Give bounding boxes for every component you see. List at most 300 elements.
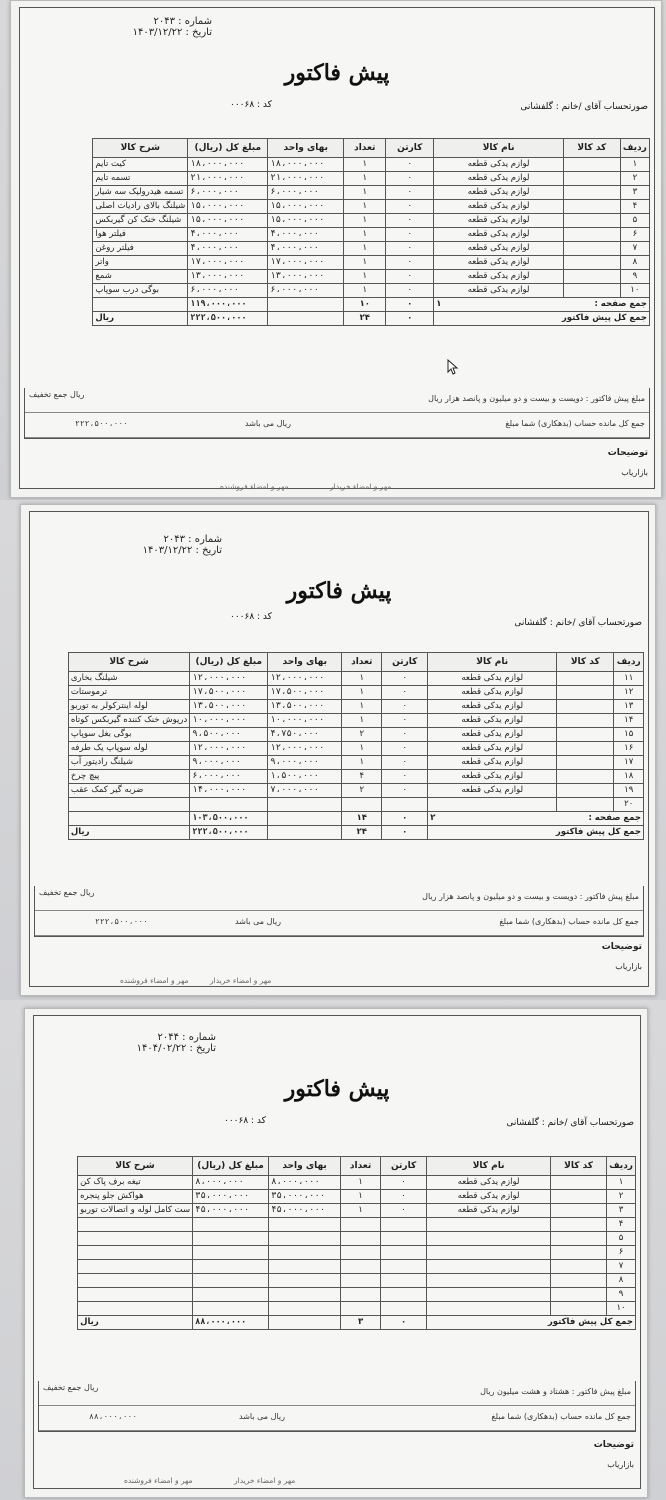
- item-unit-price: [269, 1288, 341, 1302]
- item-qty: [341, 1246, 381, 1260]
- table-row: [68, 728, 643, 742]
- invoice-sheet-2: [20, 504, 656, 996]
- item-qty: [341, 1288, 381, 1302]
- item-code: [557, 742, 614, 756]
- items-table: [77, 1156, 636, 1330]
- item-name: لوازم یدکی قطعه: [434, 200, 564, 214]
- item-unit-price: ۱۸،۰۰۰،۰۰۰: [268, 158, 344, 172]
- row-number: ۱۶: [614, 742, 644, 756]
- table-row: [78, 1232, 636, 1246]
- item-total: ۱۳،۵۰۰،۰۰۰: [190, 700, 268, 714]
- table-row: [93, 186, 650, 200]
- table-row: [93, 256, 650, 270]
- row-number: ۷: [607, 1260, 636, 1274]
- item-name: [428, 798, 557, 812]
- item-total: ۱۲،۰۰۰،۰۰۰: [190, 742, 268, 756]
- page-sum-total: ۱۰۳،۵۰۰،۰۰۰: [190, 812, 268, 826]
- item-total: ۱۰،۰۰۰،۰۰۰: [190, 714, 268, 728]
- row-number: ۴: [607, 1218, 636, 1232]
- col-header-row-no: ردیف: [620, 139, 649, 158]
- col-header-total: مبلغ کل (ریال): [190, 653, 268, 672]
- item-code: [563, 214, 620, 228]
- item-total: ۱۷،۵۰۰،۰۰۰: [190, 686, 268, 700]
- invoice-number-label: شماره :: [178, 16, 212, 27]
- item-carton: [381, 1260, 427, 1274]
- table-row: [78, 1274, 636, 1288]
- col-header-row-no: ردیف: [607, 1157, 636, 1176]
- item-qty: ۱: [341, 1176, 381, 1190]
- notes: [608, 448, 648, 477]
- table-row: [78, 1218, 636, 1232]
- invoice-title: پیش فاکتور: [284, 60, 390, 86]
- item-qty: ۲: [342, 728, 382, 742]
- item-total: [190, 798, 268, 812]
- invoice-photo-2: [0, 500, 666, 1000]
- item-description: هواکش جلو پنجره: [78, 1190, 193, 1204]
- page-sum-label: جمع صفحه :: [594, 299, 647, 309]
- row-number: ۹: [620, 270, 649, 284]
- grand-total-amount: ۸۸،۰۰۰،۰۰۰: [193, 1316, 269, 1330]
- page-sum-total: ۱۱۹،۰۰۰،۰۰۰: [188, 298, 268, 312]
- col-header-item-name: نام کالا: [427, 1157, 551, 1176]
- row-number: ۸: [620, 256, 649, 270]
- col-header-total: مبلغ کل (ریال): [193, 1157, 269, 1176]
- balance-label: جمع کل مانده حساب (بدهکاری) شما مبلغ: [505, 419, 645, 428]
- row-number: ۵: [620, 214, 649, 228]
- item-code: [557, 770, 614, 784]
- item-carton: ۰: [382, 742, 428, 756]
- item-code: [551, 1246, 607, 1260]
- item-unit-price: [269, 1218, 341, 1232]
- item-description: شیلنگ رادیتور آب: [68, 756, 189, 770]
- amount-section: [34, 886, 644, 937]
- item-total: [193, 1260, 269, 1274]
- item-code: [563, 270, 620, 284]
- item-qty: ۱: [344, 270, 386, 284]
- item-total: ۶،۰۰۰،۰۰۰: [188, 186, 268, 200]
- item-name: لوازم یدکی قطعه: [428, 672, 557, 686]
- item-total: [193, 1246, 269, 1260]
- item-code: [551, 1190, 607, 1204]
- amount-in-words: مبلغ پیش فاکتور : دویست و بیست و دو میلیون و پانصد هزار ریال: [428, 394, 645, 403]
- col-header-unit-price: بهای واحد: [268, 139, 344, 158]
- customer-code: کد : ۰۰۰۶۸: [230, 612, 272, 622]
- table-row: [78, 1288, 636, 1302]
- item-total: ۴۵،۰۰۰،۰۰۰: [193, 1204, 269, 1218]
- item-qty: ۱: [344, 242, 386, 256]
- buyer-signature-label: مهر و امضاء خریدار: [330, 482, 392, 491]
- item-total: [193, 1218, 269, 1232]
- row-number: ۱۰: [620, 284, 649, 298]
- item-total: [193, 1288, 269, 1302]
- table-row: [78, 1176, 636, 1190]
- item-unit-price: ۳۵،۰۰۰،۰۰۰: [269, 1190, 341, 1204]
- marketer-label: بازاریاب: [621, 468, 648, 477]
- notes: [602, 942, 642, 971]
- table-row: [78, 1260, 636, 1274]
- table-row: [78, 1190, 636, 1204]
- table-row: [93, 172, 650, 186]
- items-body: [68, 672, 643, 812]
- table-header-row: [78, 1157, 636, 1176]
- item-unit-price: ۱۵،۰۰۰،۰۰۰: [268, 200, 344, 214]
- item-total: ۱۵،۰۰۰،۰۰۰: [188, 200, 268, 214]
- item-carton: ۰: [386, 242, 434, 256]
- item-unit-price: ۷،۰۰۰،۰۰۰: [268, 784, 342, 798]
- col-header-item-name: نام کالا: [428, 653, 557, 672]
- item-description: [78, 1218, 193, 1232]
- col-header-item-code: کد کالا: [563, 139, 620, 158]
- table-row: [68, 742, 643, 756]
- page-sum-label: جمع صفحه :: [588, 813, 641, 823]
- col-header-item-name: نام کالا: [434, 139, 564, 158]
- page-sum-row: جمع صفحه : ۱ ۰ ۱۰ ۱۱۹،۰۰۰،۰۰۰: [93, 298, 650, 312]
- item-carton: [381, 1232, 427, 1246]
- item-code: [551, 1232, 607, 1246]
- item-code: [563, 186, 620, 200]
- grand-total-qty: ۲۴: [342, 826, 382, 840]
- item-carton: ۰: [382, 770, 428, 784]
- item-name: لوازم یدکی قطعه: [434, 158, 564, 172]
- notes-label: توضیحات: [593, 1440, 634, 1450]
- item-description: [78, 1232, 193, 1246]
- col-header-item-code: کد کالا: [551, 1157, 607, 1176]
- item-unit-price: ۶،۰۰۰،۰۰۰: [268, 186, 344, 200]
- item-carton: ۰: [386, 214, 434, 228]
- row-number: ۲: [607, 1190, 636, 1204]
- invoice-number: ۲۰۴۳: [153, 16, 175, 27]
- item-qty: ۱: [341, 1204, 381, 1218]
- row-number: ۶: [607, 1246, 636, 1260]
- buyer-signature-label: مهر و امضاء خریدار: [234, 1476, 296, 1485]
- item-description: پیچ چرخ: [68, 770, 189, 784]
- item-qty: ۱: [344, 200, 386, 214]
- item-qty: ۱: [342, 700, 382, 714]
- col-header-qty: تعداد: [342, 653, 382, 672]
- row-number: ۱: [607, 1176, 636, 1190]
- item-name: لوازم یدکی قطعه: [427, 1190, 551, 1204]
- col-header-total: مبلغ کل (ریال): [188, 139, 268, 158]
- invoice-photo-3: [0, 1000, 666, 1500]
- table-row: [68, 672, 643, 686]
- customer-code: کد : ۰۰۰۶۸: [224, 1116, 266, 1126]
- items-body: [93, 158, 650, 298]
- table-row: [78, 1302, 636, 1316]
- balance-label: جمع کل مانده حساب (بدهکاری) شما مبلغ: [499, 917, 639, 926]
- marketer-label: بازاریاب: [607, 1460, 634, 1469]
- table-row: [93, 158, 650, 172]
- col-header-carton: کارتن: [382, 653, 428, 672]
- invoice-photo-1: [0, 0, 666, 500]
- item-name: [427, 1274, 551, 1288]
- item-description: ترموستات: [68, 686, 189, 700]
- page-sum-row: جمع صفحه : ۲ ۰ ۱۴ ۱۰۳،۵۰۰،۰۰۰: [68, 812, 643, 826]
- item-carton: ۰: [382, 672, 428, 686]
- item-code: [557, 756, 614, 770]
- balance-label: جمع کل مانده حساب (بدهکاری) شما مبلغ: [491, 1412, 631, 1421]
- row-number: ۱۵: [614, 728, 644, 742]
- item-description: درپوش خنک کننده گیربکس کوتاه: [68, 714, 189, 728]
- item-name: [427, 1288, 551, 1302]
- item-qty: ۴: [342, 770, 382, 784]
- item-qty: ۱: [344, 158, 386, 172]
- item-carton: [381, 1302, 427, 1316]
- item-description: لوله اینترکولر به توربو: [68, 700, 189, 714]
- item-qty: [342, 798, 382, 812]
- seller-signature-label: مهر و امضاء فروشنده: [124, 1476, 193, 1485]
- mouse-cursor-icon: [447, 359, 459, 375]
- page-sum-qty: ۱۴: [342, 812, 382, 826]
- item-name: لوازم یدکی قطعه: [434, 256, 564, 270]
- item-name: لوازم یدکی قطعه: [434, 284, 564, 298]
- amount-in-words: مبلغ پیش فاکتور : دویست و بیست و دو میلیون و پانصد هزار ریال: [422, 892, 639, 901]
- notes-label: توضیحات: [607, 448, 648, 458]
- item-qty: [341, 1302, 381, 1316]
- item-qty: ۱: [341, 1190, 381, 1204]
- item-name: [427, 1246, 551, 1260]
- item-carton: ۰: [386, 256, 434, 270]
- table-row: [93, 228, 650, 242]
- discount-label: ریال جمع تخفیف: [39, 888, 95, 897]
- item-carton: ۰: [381, 1204, 427, 1218]
- item-carton: ۰: [381, 1190, 427, 1204]
- item-name: لوازم یدکی قطعه: [427, 1176, 551, 1190]
- item-total: ۱۳،۰۰۰،۰۰۰: [188, 270, 268, 284]
- item-unit-price: ۱۲،۰۰۰،۰۰۰: [268, 672, 342, 686]
- item-description: شیلنگ بالای رادیات اصلی: [93, 200, 188, 214]
- item-carton: ۰: [386, 158, 434, 172]
- row-number: ۱۱: [614, 672, 644, 686]
- seller-signature-label: مهر و امضاء فروشنده: [120, 976, 189, 985]
- item-qty: ۲: [342, 784, 382, 798]
- item-description: شمع: [93, 270, 188, 284]
- item-code: [563, 200, 620, 214]
- row-number: ۶: [620, 228, 649, 242]
- item-code: [551, 1204, 607, 1218]
- item-carton: ۰: [382, 714, 428, 728]
- item-name: لوازم یدکی قطعه: [434, 172, 564, 186]
- item-description: [78, 1274, 193, 1288]
- table-header-row: [93, 139, 650, 158]
- item-qty: [341, 1232, 381, 1246]
- rial-unit: ریال: [78, 1316, 193, 1330]
- item-carton: [381, 1218, 427, 1232]
- item-unit-price: ۱۷،۵۰۰،۰۰۰: [268, 686, 342, 700]
- row-number: ۱۸: [614, 770, 644, 784]
- item-total: ۱۴،۰۰۰،۰۰۰: [190, 784, 268, 798]
- item-name: لوازم یدکی قطعه: [434, 228, 564, 242]
- item-qty: ۱: [344, 228, 386, 242]
- item-code: [563, 242, 620, 256]
- item-unit-price: ۸،۰۰۰،۰۰۰: [269, 1176, 341, 1190]
- item-carton: ۰: [386, 186, 434, 200]
- row-number: ۱۰: [607, 1302, 636, 1316]
- balance-suffix: ریال می باشد: [245, 419, 291, 428]
- item-name: لوازم یدکی قطعه: [428, 770, 557, 784]
- item-total: ۱۷،۰۰۰،۰۰۰: [188, 256, 268, 270]
- item-qty: ۱: [342, 714, 382, 728]
- item-description: تیغه برف پاک کن: [78, 1176, 193, 1190]
- item-code: [563, 172, 620, 186]
- item-name: [427, 1260, 551, 1274]
- item-unit-price: ۴۵،۰۰۰،۰۰۰: [269, 1204, 341, 1218]
- invoice-sheet-1: [10, 0, 662, 498]
- invoice-number-label: شماره :: [188, 534, 222, 545]
- item-unit-price: ۱۲،۰۰۰،۰۰۰: [268, 742, 342, 756]
- item-unit-price: ۱۷،۰۰۰،۰۰۰: [268, 256, 344, 270]
- col-header-item-code: کد کالا: [557, 653, 614, 672]
- row-number: ۲: [620, 172, 649, 186]
- item-code: [557, 672, 614, 686]
- customer-name: صورتحساب آقای /خانم : گلفشانی: [514, 618, 642, 628]
- item-total: ۸،۰۰۰،۰۰۰: [193, 1176, 269, 1190]
- item-total: ۶،۰۰۰،۰۰۰: [188, 284, 268, 298]
- row-number: ۵: [607, 1232, 636, 1246]
- row-number: ۱۲: [614, 686, 644, 700]
- item-code: [557, 784, 614, 798]
- item-total: ۳۵،۰۰۰،۰۰۰: [193, 1190, 269, 1204]
- item-qty: ۱: [344, 186, 386, 200]
- row-number: ۱۴: [614, 714, 644, 728]
- item-qty: ۱: [342, 686, 382, 700]
- item-total: ۱۸،۰۰۰،۰۰۰: [188, 158, 268, 172]
- table-row: [68, 784, 643, 798]
- item-unit-price: ۱۳،۵۰۰،۰۰۰: [268, 700, 342, 714]
- items-table: [92, 138, 650, 326]
- table-row: [68, 756, 643, 770]
- item-name: لوازم یدکی قطعه: [428, 784, 557, 798]
- item-total: [193, 1232, 269, 1246]
- invoice-date: ۱۴۰۴/۰۲/۲۲: [136, 1043, 187, 1054]
- item-description: [78, 1288, 193, 1302]
- col-header-row-no: ردیف: [614, 653, 644, 672]
- invoice-date-label: تاریخ :: [185, 27, 212, 38]
- item-carton: ۰: [382, 686, 428, 700]
- grand-total-amount: ۲۲۲،۵۰۰،۰۰۰: [188, 312, 268, 326]
- item-name: [427, 1302, 551, 1316]
- item-unit-price: ۴،۰۰۰،۰۰۰: [268, 228, 344, 242]
- row-number: ۸: [607, 1274, 636, 1288]
- item-code: [563, 284, 620, 298]
- item-name: لوازم یدکی قطعه: [428, 756, 557, 770]
- item-code: [563, 158, 620, 172]
- item-description: فیلتر روغن: [93, 242, 188, 256]
- item-description: بوگی درب سوپاپ: [93, 284, 188, 298]
- row-number: ۱۹: [614, 784, 644, 798]
- table-row: [93, 284, 650, 298]
- discount-label: ریال جمع تخفیف: [29, 390, 85, 399]
- row-number: ۱۷: [614, 756, 644, 770]
- item-unit-price: [269, 1260, 341, 1274]
- balance-amount: ۲۲۲،۵۰۰،۰۰۰: [75, 419, 128, 428]
- page-sum-qty: ۱۰: [344, 298, 386, 312]
- item-name: لوازم یدکی قطعه: [428, 728, 557, 742]
- grand-total-qty: ۳: [341, 1316, 381, 1330]
- grand-total-qty: ۲۴: [344, 312, 386, 326]
- invoice-sheet-3: [24, 1008, 648, 1498]
- item-qty: [341, 1274, 381, 1288]
- item-name: [427, 1232, 551, 1246]
- item-name: لوازم یدکی قطعه: [428, 742, 557, 756]
- item-total: ۱۲،۰۰۰،۰۰۰: [190, 672, 268, 686]
- item-carton: ۰: [382, 728, 428, 742]
- item-code: [557, 714, 614, 728]
- item-carton: ۰: [381, 1176, 427, 1190]
- item-unit-price: [269, 1274, 341, 1288]
- item-description: [78, 1302, 193, 1316]
- item-name: لوازم یدکی قطعه: [428, 700, 557, 714]
- grand-total-label: جمع کل پیش فاکتور: [427, 1316, 636, 1330]
- col-header-unit-price: بهای واحد: [268, 653, 342, 672]
- item-qty: [341, 1218, 381, 1232]
- row-number: ۹: [607, 1288, 636, 1302]
- item-description: ضربه گیر کمک عقب: [68, 784, 189, 798]
- item-qty: ۱: [342, 672, 382, 686]
- item-carton: ۰: [386, 172, 434, 186]
- table-header-row: [68, 653, 643, 672]
- row-number: ۲۰: [614, 798, 644, 812]
- item-code: [551, 1260, 607, 1274]
- item-name: لوازم یدکی قطعه: [434, 270, 564, 284]
- notes-label: توضیحات: [601, 942, 642, 952]
- buyer-signature-label: مهر و امضاء خریدار: [210, 976, 272, 985]
- item-description: تسمه هیدرولیک سه شیار: [93, 186, 188, 200]
- balance-suffix: ریال می باشد: [239, 1412, 285, 1421]
- item-description: تسمه تایم: [93, 172, 188, 186]
- customer-code: کد : ۰۰۰۶۸: [230, 100, 272, 110]
- item-unit-price: ۱۳،۰۰۰،۰۰۰: [268, 270, 344, 284]
- item-description: لوله سوپاپ یک طرفه: [68, 742, 189, 756]
- item-carton: [381, 1274, 427, 1288]
- items-table: [68, 652, 644, 840]
- item-description: [78, 1246, 193, 1260]
- table-row: [68, 714, 643, 728]
- items-body: [78, 1176, 636, 1316]
- amount-in-words: مبلغ پیش فاکتور : هشتاد و هشت میلیون ریال: [480, 1387, 631, 1396]
- item-total: [193, 1274, 269, 1288]
- item-total: ۱۵،۰۰۰،۰۰۰: [188, 214, 268, 228]
- table-row: [68, 770, 643, 784]
- item-qty: ۱: [342, 742, 382, 756]
- item-carton: ۰: [382, 756, 428, 770]
- item-unit-price: [269, 1302, 341, 1316]
- item-unit-price: [269, 1232, 341, 1246]
- item-name: لوازم یدکی قطعه: [428, 714, 557, 728]
- item-qty: ۱: [342, 756, 382, 770]
- customer-name: صورتحساب آقای /خانم : گلفشانی: [520, 102, 648, 112]
- item-unit-price: [269, 1246, 341, 1260]
- invoice-date: ۱۴۰۳/۱۲/۲۲: [142, 545, 193, 556]
- item-qty: ۱: [344, 284, 386, 298]
- row-number: ۴: [620, 200, 649, 214]
- item-unit-price: [268, 798, 342, 812]
- item-carton: ۰: [386, 228, 434, 242]
- rial-unit: ریال: [68, 826, 189, 840]
- item-code: [557, 686, 614, 700]
- grand-total-row: جمع کل پیش فاکتور ۰ ۲۴ ۲۲۲،۵۰۰،۰۰۰ ریال: [68, 826, 643, 840]
- amount-section: [24, 388, 650, 439]
- item-carton: ۰: [386, 200, 434, 214]
- grand-total-row: جمع کل پیش فاکتور ۰ ۲۴ ۲۲۲،۵۰۰،۰۰۰ ریال: [93, 312, 650, 326]
- invoice-date-label: تاریخ :: [195, 545, 222, 556]
- item-carton: [381, 1246, 427, 1260]
- page-number: ۲: [430, 813, 436, 823]
- item-code: [563, 256, 620, 270]
- item-carton: ۰: [386, 284, 434, 298]
- table-row: [93, 270, 650, 284]
- row-number: ۷: [620, 242, 649, 256]
- item-code: [551, 1288, 607, 1302]
